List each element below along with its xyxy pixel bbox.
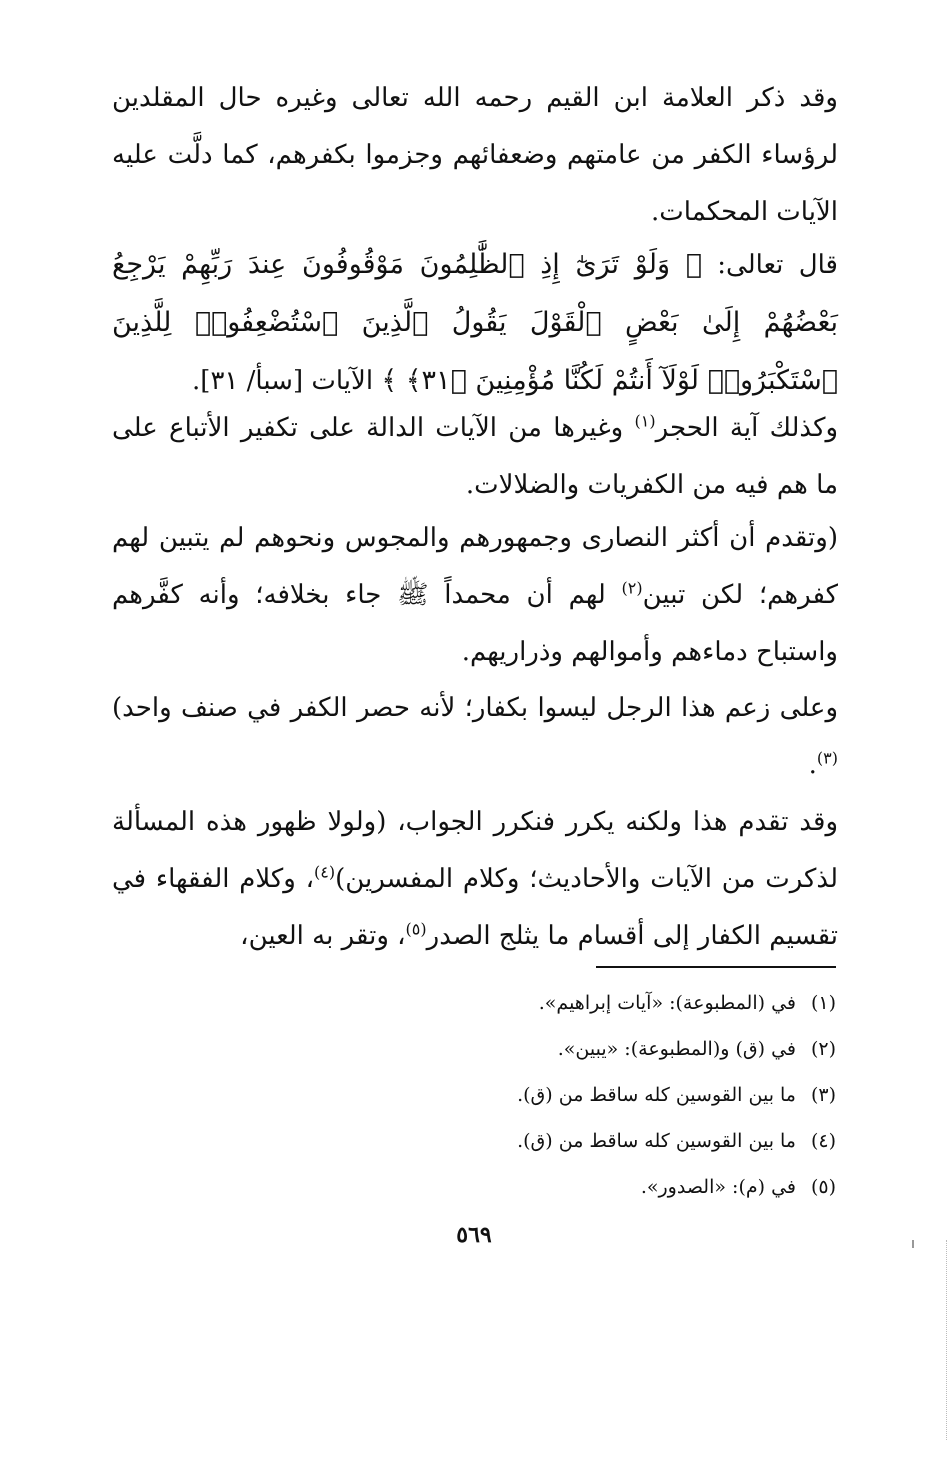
paragraph-body — [112, 794, 838, 965]
paragraph-hijr — [112, 400, 838, 514]
quote-citation: الآيات [سبأ/ ٣١]. — [192, 366, 382, 396]
footnote-text: في (المطبوعة): «آيات إبراهيم». — [538, 992, 796, 1014]
text-run: (وتقدم أن أكثر النصارى وجمهورهم والمجوس ونحوهم لم يتبين لهم كفرهم؛ لكن تبين — [112, 523, 838, 610]
text-run: وقد تقدم هذا ولكنه يكرر فنكرر الجواب، (ولولا ظهور هذه المسألة لذكرت من الآيات والأحاديث؛ وكلام المفسرين) — [112, 807, 838, 894]
text-run: ، وكلام الفقهاء في تقسيم الكفار إلى أقسام ما يثلج الصدر — [112, 864, 838, 951]
paragraph-ibn-qayyim — [112, 70, 838, 241]
footnote-ref-4[interactable]: (٤) — [313, 862, 336, 882]
paragraph-body — [112, 510, 838, 681]
footnote-item — [300, 1026, 836, 1072]
footnote-number: (٤) — [810, 1130, 836, 1152]
footnote-ref-3[interactable]: (٣) — [816, 748, 838, 768]
text-run: وعلى زعم هذا الرجل ليسوا بكفار؛ لأنه حصر الكفر في صنف واحد) — [112, 693, 838, 723]
paragraph-body — [112, 680, 838, 794]
quote-intro: قال تعالى: — [701, 250, 838, 280]
paragraph-text: وقد ذكر العلامة ابن القيم رحمه الله تعالى وغيره حال المقلدين لرؤساء الكفر من عامتهم وضعفائهم وجزموا بكفرهم، كما دلَّت عليه الآيات المحكمات. — [112, 83, 838, 227]
footnote-text: ما بين القوسين كله ساقط من (ق). — [517, 1084, 796, 1106]
text-run: وغيرها من الآيات الدالة على تكفير الأتباع على ما هم فيه من الكفريات والضلالات. — [112, 413, 838, 500]
footnotes-list — [300, 980, 836, 1210]
footnote-number: (١) — [810, 992, 836, 1014]
footnote-ref-5[interactable]: (٥) — [405, 919, 427, 939]
footnote-text: في (م): «الصدور». — [640, 1176, 796, 1198]
quran-verse: ﴿ وَلَوْ تَرَىٰٓ إِذِ ٱلظَّٰلِمُونَ مَوْقُوفُونَ عِندَ رَبِّهِمْ يَرْجِعُ بَعْضُهُمْ إِلَىٰ بَعْضٍ ٱلْقَوْلَ يَقُولُ ٱلَّذِينَ ٱسْتُضْعِفُوا۟ لِلَّذِينَ ٱسْتَكْبَرُوا۟ لَوْلَآ أَنتُمْ لَكُنَّا مُؤْمِنِينَ ﴿٣١﴾ ﴾ — [112, 249, 838, 396]
footnote-number: (٢) — [810, 1038, 836, 1060]
text-run: لهم أن محمداً ﷺ جاء بخلافه؛ وأنه كفَّرهم واستباح دماءهم وأموالهم وذراريهم. — [112, 580, 838, 667]
paragraph-christians — [112, 510, 838, 681]
paragraph-body — [112, 400, 838, 514]
footnote-item — [300, 1072, 836, 1118]
text-run: ، وتقر به العين، — [240, 921, 406, 951]
paragraph-claim — [112, 680, 838, 794]
paragraph-repeat — [112, 794, 838, 965]
scan-edge — [946, 1240, 947, 1440]
footnote-text: في (ق) و(المطبوعة): «يبين». — [557, 1038, 796, 1060]
footnote-number: (٣) — [810, 1084, 836, 1106]
footnote-divider — [596, 966, 836, 968]
footnote-item — [300, 980, 836, 1026]
text-run: وكذلك آية الحجر — [655, 413, 839, 443]
footnote-item — [300, 1118, 836, 1164]
footnote-number: (٥) — [810, 1176, 836, 1198]
paragraph-body — [112, 236, 838, 410]
footnote-item — [300, 1164, 836, 1210]
footnote-ref-2[interactable]: (٢) — [621, 578, 643, 598]
page-number: ٥٦٩ — [456, 1222, 492, 1248]
text-run: . — [808, 750, 817, 780]
footnote-text: ما بين القوسين كله ساقط من (ق). — [517, 1130, 796, 1152]
scan-mark — [912, 1240, 914, 1248]
footnote-ref-1[interactable]: (١) — [634, 411, 656, 431]
paragraph-quran-quote — [112, 236, 838, 410]
